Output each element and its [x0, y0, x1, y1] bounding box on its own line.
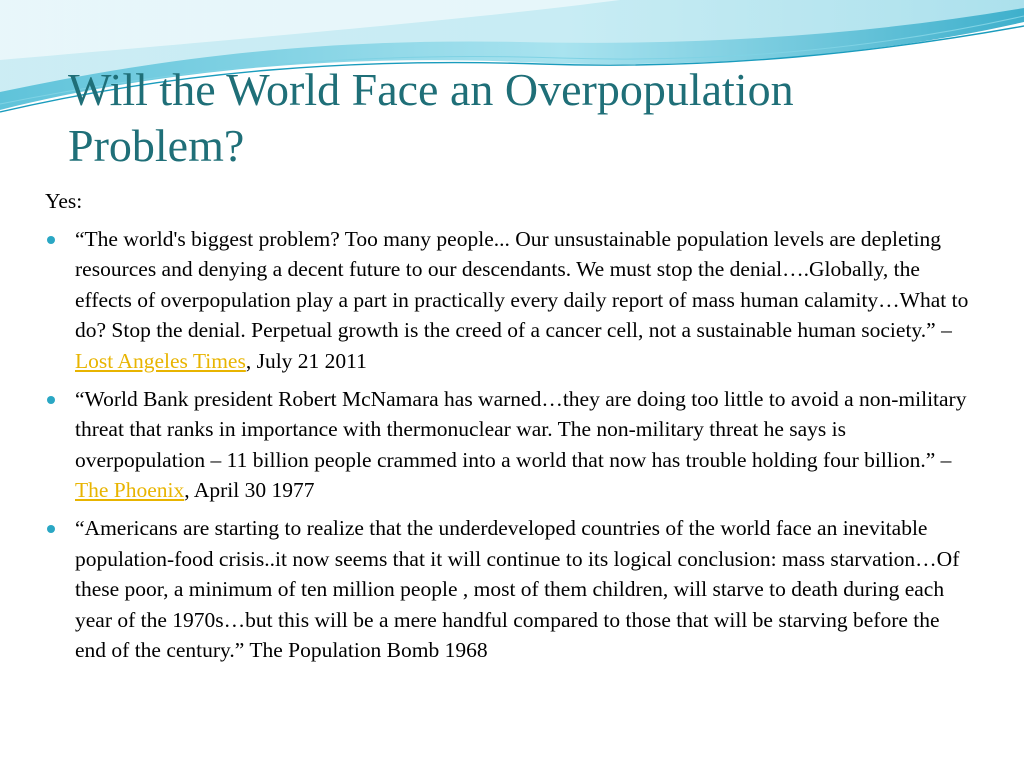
bullet-dot-icon [47, 396, 55, 404]
quote-item-the-phoenix [45, 384, 970, 506]
quote-item-la-times [45, 224, 970, 377]
bullet-dot-icon [47, 525, 55, 533]
quote-text: “The world's biggest problem? Too many people... Our unsustainable population levels are depleting resources and denying a decent future to our descendants. We must stop the denial….Globally, the effects of overpopulation play a part in practically every daily report of mass human calamity…What to do? Stop the denial. Perpetual growth is the creed of a cancer cell, not a sustainable human society.” – [75, 226, 969, 343]
source-date: , April 30 1977 [184, 478, 315, 503]
slide-body [45, 186, 970, 666]
source-date: , July 21 2011 [245, 348, 367, 373]
quote-text: “Americans are starting to realize that the underdeveloped countries of the world face an inevitable population-food crisis..it now seems that it will continue to its logical conclusion: mass starvation…Of these poor, a minimum of ten million people , most of them children, will starve to death during each year of the 1970s…but this will be a mere handful compared to those that will be starving before the end of the century.” The Population Bomb 1968 [75, 515, 960, 663]
slide-title: Will the World Face an Overpopulation Problem? [68, 64, 794, 171]
source-link-lost-angeles-times[interactable]: Lost Angeles Times [75, 348, 246, 373]
source-link-the-phoenix[interactable]: The Phoenix [75, 478, 185, 503]
intro-text: Yes: [45, 189, 83, 213]
quote-text: “World Bank president Robert McNamara has warned…they are doing too little to avoid a non-military threat that ranks in importance with thermonuclear war. The non-military threat he says is overpopulation – 11 billion people crammed into a world that now has trouble holding four billion.” – [75, 386, 967, 472]
quote-list [45, 224, 970, 666]
bullet-dot-icon [47, 236, 55, 244]
quote-item-population-bomb [45, 513, 970, 666]
